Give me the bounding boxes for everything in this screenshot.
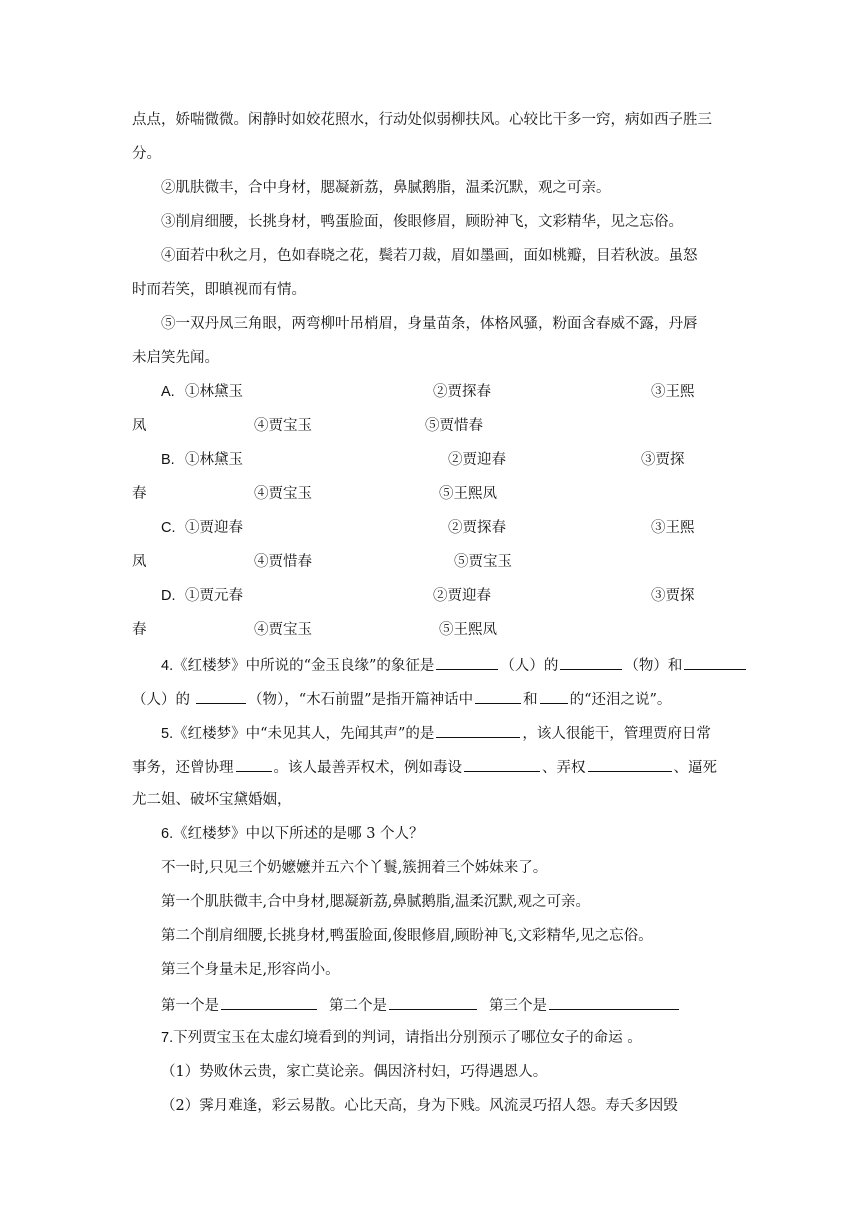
option-item: 春: [132, 622, 147, 638]
option-item: ⑤贾惜春: [425, 418, 483, 434]
option-item: 凤: [132, 418, 147, 434]
answer-blank[interactable]: [236, 757, 272, 772]
answer-blank[interactable]: [436, 655, 498, 670]
answer-blank[interactable]: [549, 995, 679, 1010]
q6-answers: [161, 995, 681, 1015]
option-letter: C.: [161, 520, 176, 536]
answer-blank[interactable]: [540, 689, 568, 704]
q4-text: （物），“木石前盟”是指开篇神话中: [248, 692, 474, 708]
answer-blank[interactable]: [588, 757, 672, 772]
q6-text: 《红楼梦》中以下所述的是哪 3 个人？: [173, 826, 424, 842]
q5-text: ，该人很能干，管理贾府日常: [522, 726, 711, 742]
passage-line: ②肌肤微丰，合中身材，腮凝新荔，鼻腻鹅脂，温柔沉默，观之可亲。: [161, 180, 611, 196]
option-item: ⑤王熙凤: [439, 622, 497, 638]
question-4-line-2: [132, 689, 671, 709]
question-6-title: [161, 825, 424, 843]
q6-paragraph: 第一个肌肤微丰,合中身材,腮凝新荔,鼻腻鹅脂,温柔沉默,观之可亲。: [161, 894, 591, 910]
q7-item: （2）霁月难逢，彩云易散。心比天高，身为下贱。风流灵巧招人怨。寿夭多因毁: [161, 1098, 678, 1114]
answer-blank[interactable]: [560, 655, 622, 670]
option-letter: A.: [161, 384, 175, 400]
passage-line: 未启笑先闻。: [132, 350, 219, 366]
question-number: 4.: [161, 658, 174, 674]
q7-item: （1）势败休云贵，家亡莫论亲。偶因济村妇，巧得遇恩人。: [161, 1064, 548, 1080]
answer-blank[interactable]: [221, 995, 317, 1010]
q4-text: 的“还泪之说”。: [569, 692, 672, 708]
q6-paragraph: 第三个身量未足,形容尚小。: [161, 962, 340, 978]
option-item: ①贾元春: [185, 588, 243, 604]
option-item: ③王熙: [651, 384, 695, 400]
question-5-line-3: 尤二姐、破坏宝黛婚姻，: [132, 792, 292, 808]
passage-line: 点点，娇喘微微。闲静时如姣花照水，行动处似弱柳扶风。心较比干多一窍，病如西子胜三: [132, 112, 712, 128]
option-item: ②贾迎春: [448, 452, 506, 468]
option-item: 凤: [132, 554, 147, 570]
passage-line: ③削肩细腰，长挑身材，鸭蛋脸面，俊眼修眉，顾盼神飞，文彩精华，见之忘俗。: [161, 214, 683, 230]
q5-text: 事务，还曾协理: [132, 760, 234, 776]
passage-line: ⑤一双丹凤三角眼，两弯柳叶吊梢眉，身量苗条，体格风骚，粉面含春威不露，丹唇: [161, 316, 698, 332]
answer-blank[interactable]: [389, 995, 477, 1010]
option-item: ⑤贾宝玉: [454, 554, 512, 570]
option-item: ①贾迎春: [185, 520, 243, 536]
passage-line: ④面若中秋之月，色如春晓之花，鬓若刀裁，眉如墨画，面如桃瓣，目若秋波。虽怒: [161, 248, 698, 264]
option-item: ③贾探: [641, 452, 685, 468]
q7-text: 下列贾宝玉在太虚幻境看到的判词，请指出分别预示了哪位女子的命运 。: [173, 1030, 642, 1046]
q5-text: 《红楼梦》中“未见其人，先闻其声”的是: [173, 726, 435, 742]
q4-text: （人）的: [132, 692, 190, 708]
q5-text: 、逼死: [673, 760, 717, 776]
question-7-title: [161, 1029, 642, 1047]
option-item: ④贾宝玉: [254, 486, 312, 502]
q4-text: （人）的: [500, 658, 559, 674]
option-item: ④贾宝玉: [254, 622, 312, 638]
answer-blank[interactable]: [684, 655, 746, 670]
q6-paragraph: 第二个削肩细腰,长挑身材,鸭蛋脸面,俊眼修眉,顾盼神飞,文彩精华,见之忘俗。: [161, 928, 653, 944]
q4-text: 《红楼梦》中所说的“金玉良缘”的象征是: [173, 658, 435, 674]
option-item: ①林黛玉: [185, 384, 243, 400]
q6-paragraph: 不一时,只见三个奶嬷嬷并五六个丫鬟,簇拥着三个姊妹来了。: [161, 860, 548, 876]
option-letter: B.: [161, 452, 175, 468]
q4-text: 和: [523, 692, 538, 708]
q4-text: （物）和: [624, 658, 683, 674]
option-item: ①林黛玉: [185, 452, 243, 468]
question-number: 6.: [161, 826, 174, 842]
option-item: 春: [132, 486, 147, 502]
answer-blank[interactable]: [475, 689, 521, 704]
q5-text: 、弄权: [542, 760, 586, 776]
answer-blank[interactable]: [436, 723, 520, 738]
q6-answer-label: 第一个是: [161, 998, 219, 1014]
q6-answer-label: 第二个是: [329, 998, 387, 1014]
question-4-line-1: [161, 655, 748, 675]
q6-answer-label: 第三个是: [489, 998, 547, 1014]
question-number: 7.: [161, 1030, 174, 1046]
option-item: ②贾迎春: [433, 588, 491, 604]
question-5-line-2: [132, 757, 717, 777]
q5-text: 。该人最善弄权术，例如毒设: [273, 760, 462, 776]
passage-line: 时而若笑，即瞋视而有情。: [132, 282, 306, 298]
option-item: ③王熙: [651, 520, 695, 536]
answer-blank[interactable]: [464, 757, 540, 772]
passage-line: 分。: [132, 146, 161, 162]
option-item: ②贾探春: [448, 520, 506, 536]
option-item: ③贾探: [651, 588, 695, 604]
question-number: 5.: [161, 726, 174, 742]
option-item: ④贾宝玉: [254, 418, 312, 434]
answer-blank[interactable]: [196, 689, 246, 704]
option-item: ②贾探春: [433, 384, 491, 400]
question-5-line-1: [161, 723, 711, 743]
option-item: ④贾惜春: [254, 554, 312, 570]
option-letter: D.: [161, 588, 176, 604]
option-item: ⑤王熙凤: [439, 486, 497, 502]
